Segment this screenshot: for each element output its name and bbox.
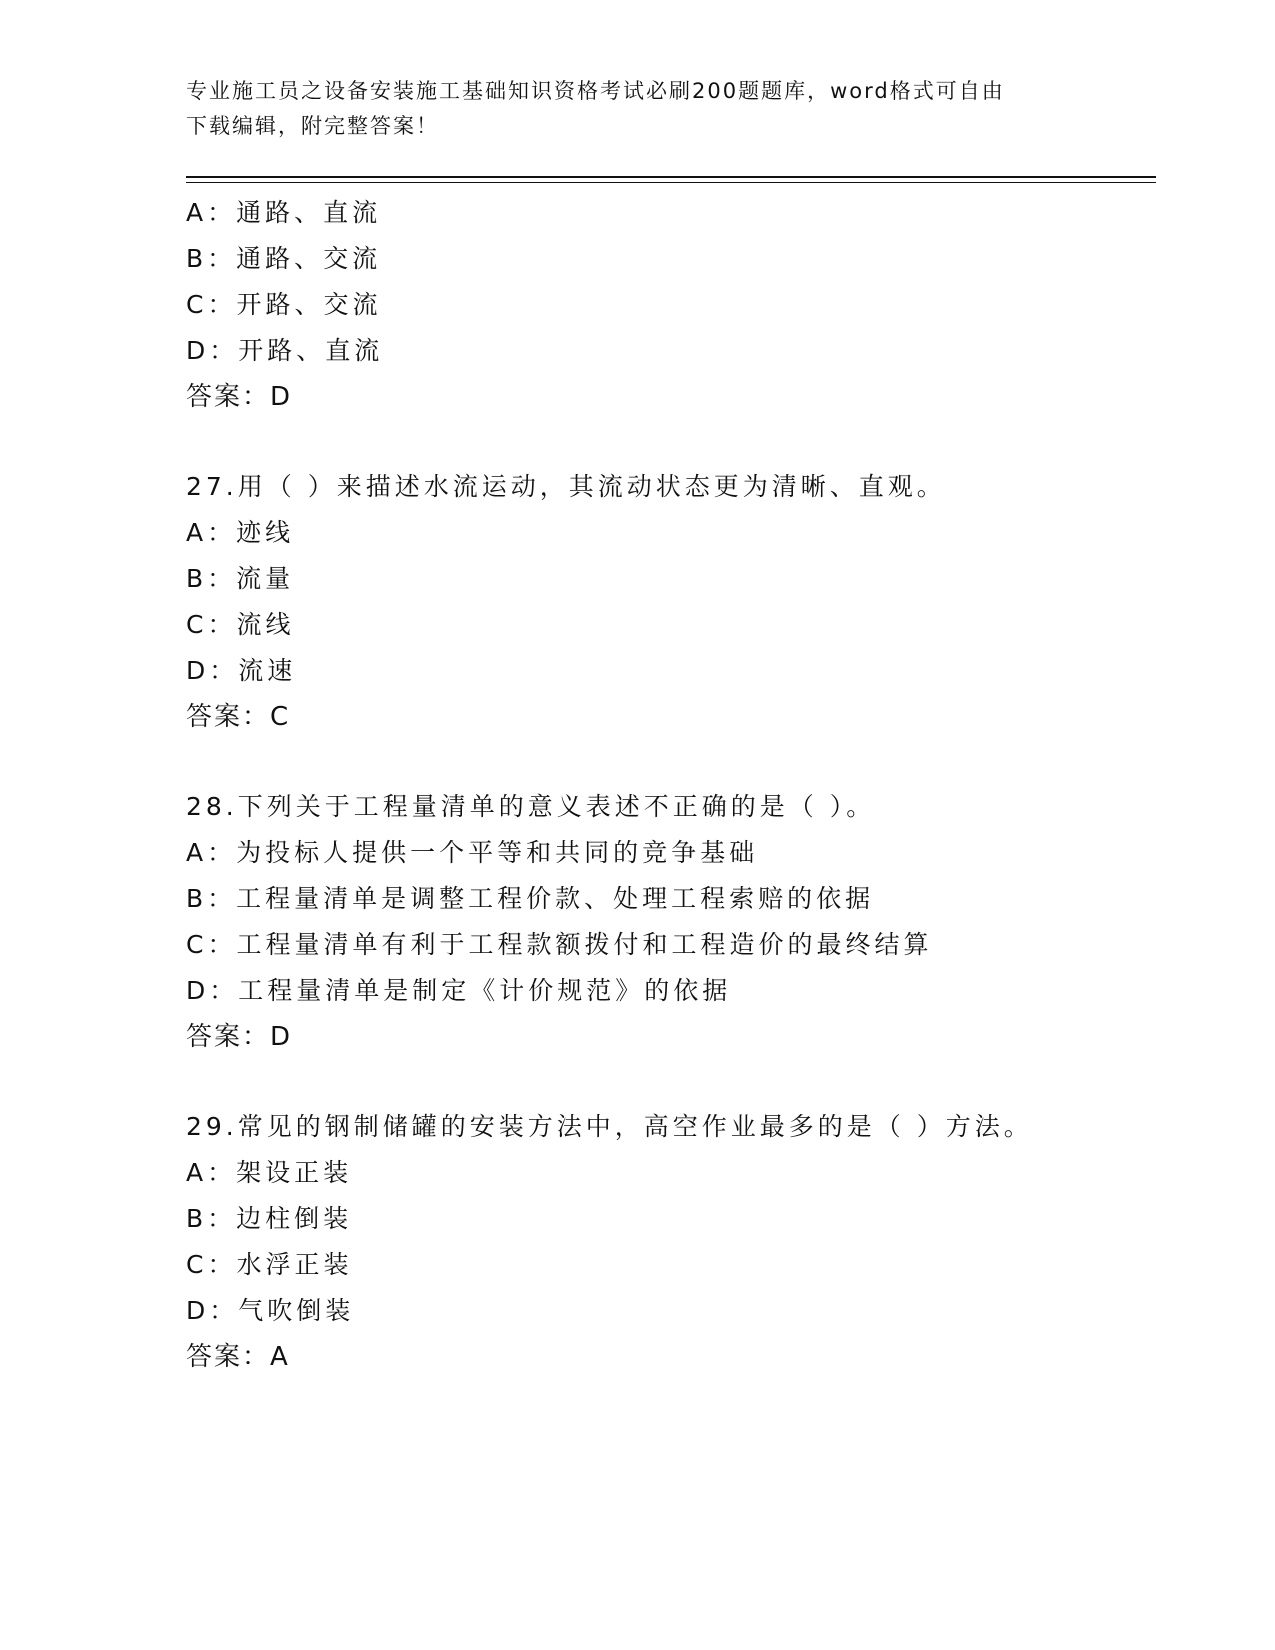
answer-line: 答案：C	[186, 702, 291, 732]
option-d: D：开路、直流	[186, 336, 384, 365]
header-divider-thin	[186, 182, 1156, 183]
option-b: B：工程量清单是调整工程价款、处理工程索赔的依据	[186, 884, 875, 913]
answer-line: 答案：A	[186, 1342, 290, 1372]
question-27	[186, 464, 1186, 740]
option-d: D：工程量清单是制定《计价规范》的依据	[186, 976, 732, 1005]
answer-line: 答案：D	[186, 1022, 293, 1052]
option-c: C：工程量清单有利于工程款额拨付和工程造价的最终结算	[186, 930, 933, 959]
question-stem: 27.用（ ）来描述水流运动，其流动状态更为清晰、直观。	[186, 472, 946, 501]
question-29	[186, 1104, 1186, 1380]
option-c: C：开路、交流	[186, 290, 382, 319]
page-header	[186, 74, 1086, 144]
header-line-1: 专业施工员之设备安装施工基础知识资格考试必刷200题题库，word格式可自由	[186, 79, 1005, 103]
question-stem: 28.下列关于工程量清单的意义表述不正确的是（ ）。	[186, 792, 876, 821]
question-stem: 29.常见的钢制储罐的安装方法中，高空作业最多的是（ ）方法。	[186, 1112, 1033, 1141]
document-body	[186, 190, 1186, 1380]
option-d: D：流速	[186, 656, 297, 685]
option-a: A：为投标人提供一个平等和共同的竞争基础	[186, 838, 759, 867]
option-c: C：流线	[186, 610, 295, 639]
option-c: C：水浮正装	[186, 1250, 353, 1279]
option-b: B：通路、交流	[186, 244, 382, 273]
option-b: B：边柱倒装	[186, 1204, 353, 1233]
option-d: D：气吹倒装	[186, 1296, 355, 1325]
option-b: B：流量	[186, 564, 295, 593]
header-line-2: 下载编辑，附完整答案！	[186, 114, 439, 138]
header-divider-thick	[186, 176, 1156, 178]
option-a: A：架设正装	[186, 1158, 353, 1187]
option-a: A：通路、直流	[186, 198, 382, 227]
answer-line: 答案：D	[186, 382, 293, 412]
option-a: A：迹线	[186, 518, 295, 547]
question-28	[186, 784, 1186, 1060]
continued-question	[186, 190, 1186, 420]
